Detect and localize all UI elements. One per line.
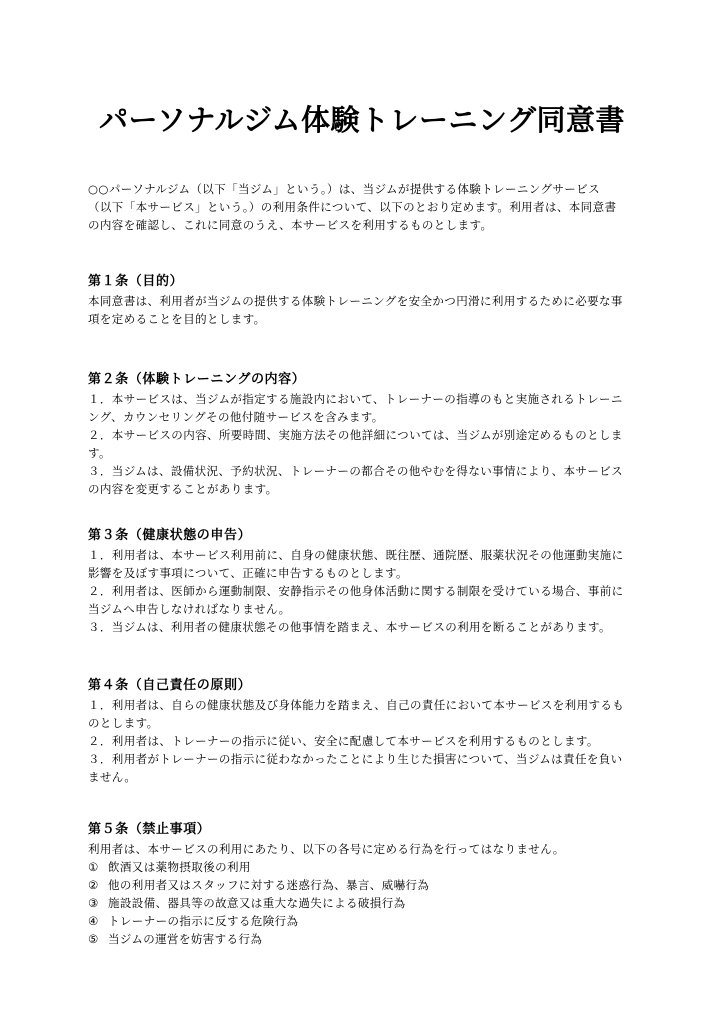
item-text: トレーナーの指示に反する危険行為 — [108, 914, 299, 928]
item-number: ④ — [88, 914, 99, 928]
article-body — [88, 546, 648, 636]
article-line: １．本サービスは、当ジムが指定する施設内において、トレーナーの指導のもと実施されるトレーニ — [88, 392, 623, 406]
article-line: す。 — [88, 446, 111, 460]
article-line: 当ジムへ申告しなければなりません。 — [88, 602, 291, 616]
article-line: 本同意書は、利用者が当ジムの提供する体験トレーニングを安全かつ円滑に利用するために必要な事 — [88, 294, 623, 308]
article-line: 利用者は、本サービスの利用にあたり、以下の各号に定める行為を行ってはなりません。 — [88, 842, 565, 856]
article-heading: 第２条（体験トレーニングの内容） — [88, 372, 306, 387]
article-body — [88, 840, 648, 948]
article-heading: 第１条（目的） — [88, 274, 184, 289]
item-number: ③ — [88, 896, 99, 910]
article-line: ３．利用者がトレーナーの指示に従わなかったことにより生じた損害について、当ジムは責任を負い — [88, 752, 623, 766]
article-line: ２．利用者は、トレーナーの指示に従い、安全に配慮して本サービスを利用するものとします。 — [88, 734, 599, 748]
article-line: １．利用者は、本サービス利用前に、自身の健康状態、既往歴、通院歴、服薬状況その他運動実施に — [88, 548, 624, 562]
item-number: ① — [88, 860, 99, 874]
prohibited-item — [88, 912, 648, 930]
article-heading: 第５条（禁止事項） — [88, 822, 211, 837]
article-line: ング、カウンセリングその他付随サービスを含みます。 — [88, 410, 384, 424]
article-3 — [88, 526, 648, 636]
prohibited-item — [88, 876, 648, 894]
article-2 — [88, 370, 648, 498]
article-body — [88, 696, 648, 786]
article-line: ３．当ジムは、設備状況、予約状況、トレーナーの都合その他やむを得ない事情により、本サービス — [88, 464, 624, 478]
item-text: 施設設備、器具等の故意又は重大な過失による破損行為 — [108, 896, 406, 910]
article-4 — [88, 676, 648, 786]
document-title: パーソナルジム体験トレーニング同意書 — [99, 103, 625, 137]
prohibited-item — [88, 930, 648, 948]
article-heading: 第４条（自己責任の原則） — [88, 678, 252, 693]
item-number: ② — [88, 878, 99, 892]
article-line: ２．利用者は、医師から運動制限、安静指示その他身体活動に関する制限を受けている場合、事前に — [88, 584, 624, 598]
article-1 — [88, 272, 648, 328]
article-line: のとします。 — [88, 716, 159, 730]
item-text: 当ジムの運営を妨害する行為 — [108, 932, 263, 946]
article-heading: 第３条（健康状態の申告） — [88, 528, 252, 543]
article-line: ２．本サービスの内容、所要時間、実施方法その他詳細については、当ジムが別途定めるものとしま — [88, 428, 623, 442]
article-line: ３．当ジムは、利用者の健康状態その他事情を踏まえ、本サービスの利用を断ることがあります。 — [88, 620, 611, 634]
article-body — [88, 292, 648, 328]
intro-line: の内容を確認し、これに同意のうえ、本サービスを利用するものとします。 — [88, 218, 493, 232]
article-5 — [88, 820, 648, 948]
item-number: ⑤ — [88, 932, 99, 946]
article-line: 影響を及ぼす事項について、正確に申告するものとします。 — [88, 566, 408, 580]
article-line: 項を定めることを目的とします。 — [88, 312, 266, 326]
prohibited-item — [88, 894, 648, 912]
article-line: の内容を変更することがあります。 — [88, 482, 278, 496]
item-text: 飲酒又は薬物摂取後の利用 — [108, 860, 251, 874]
prohibited-item — [88, 858, 648, 876]
intro-paragraph — [88, 180, 648, 234]
article-line: ません。 — [88, 770, 137, 784]
article-line: １．利用者は、自らの健康状態及び身体能力を踏まえ、自己の責任において本サービスを利用するも — [88, 698, 625, 712]
item-text: 他の利用者又はスタッフに対する迷惑行為、暴言、威嚇行為 — [108, 878, 430, 892]
intro-line: ○○パーソナルジム（以下「当ジム」という。）は、当ジムが提供する体験トレーニングサービス — [88, 182, 600, 196]
article-body — [88, 390, 648, 498]
intro-line: （以下「本サービス」という。）の利用条件について、以下のとおり定めます。利用者は、本同意書 — [88, 200, 617, 214]
